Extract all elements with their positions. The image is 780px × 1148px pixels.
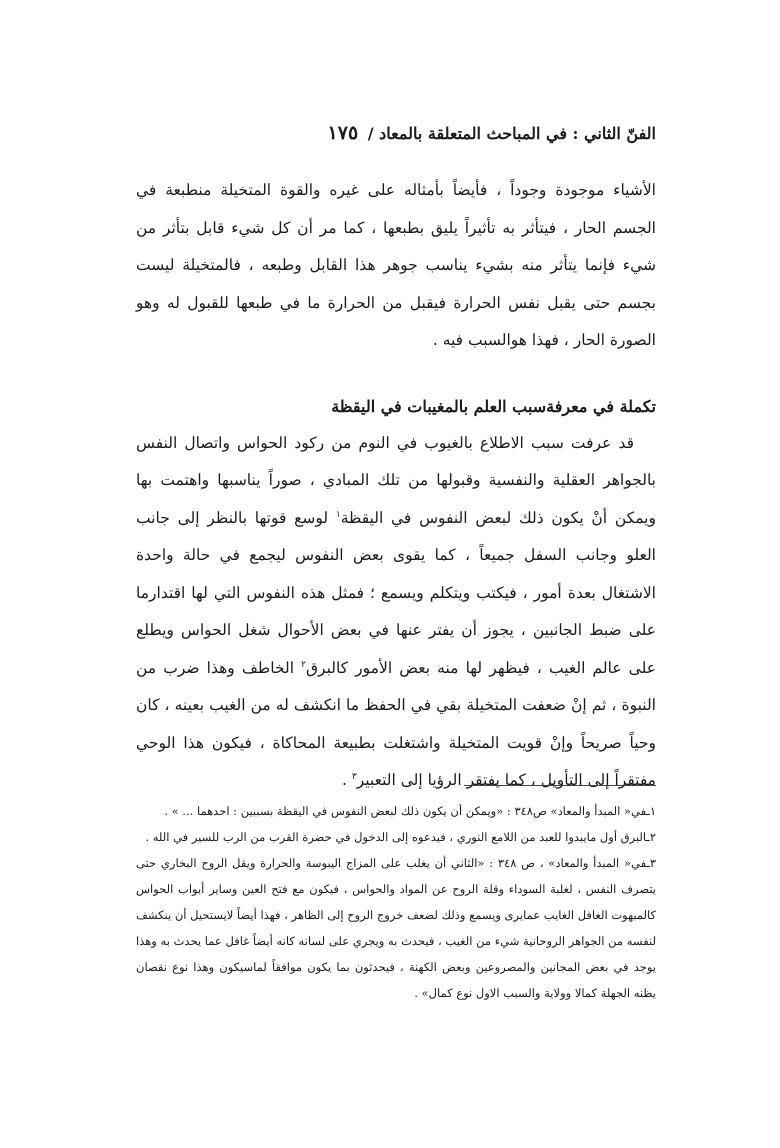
- paragraph-continuation: الأشياء موجودة وجوداً ، فأيضاً بأمثاله على غيره والقوة المتخيلة منطبعة في الجسم الحار ، فيتأثر به تأثيراً يليق بطبعها ، كما مر أن كل شيء قابل بتأثر من شيء فإنما يتأثر منه بشيء يناسب جوهر هذا القابل وطبعه ، فالمتخيلة ليست بجسم حتى يقبل نفس الحرارة فيقبل من الحرارة ما في طبعها للقبول له وهو الصورة الحار ، فهذا هوالسبب فيه .: [136, 181, 656, 349]
- main-text: [136, 172, 656, 800]
- footnote-1: ١ـفي« المبدأ والمعاد» ص٣٤٨ : «ويمكن أن يكون ذلك لبعض النفوس في اليقظة بسببين : احدهما ... » .: [164, 804, 656, 818]
- footnote-ref-2[interactable]: ٢: [301, 659, 306, 670]
- page-number: ١٧٥: [327, 122, 359, 144]
- footnote-ref-1[interactable]: ١: [335, 509, 341, 520]
- paragraph-part-b: لوسع قوتها بالنظر إلى جانب العلو وجانب السفل جميعاً ، كما يقوى بعض النفوس ليجمع في حالة واحدة الاشتغال بعدة أمور ، فيكتب ويتكلم ويسمع ؛ فمثل هذه النفوس التي لها اقتدارما على ضبط الجانبين ، يجوز أن يفتر عنها في بعض الأحوال شغل الحواس ويطلع على عالم الغيب ، فيظهر لها منه بعض الأمور كالبرق: [136, 508, 656, 677]
- footnotes: [136, 798, 656, 1006]
- footnote-divider: [464, 785, 656, 786]
- running-title: الفنّ الثاني : في المباحث المتعلقة بالمعاد /: [367, 124, 656, 143]
- running-header: [328, 122, 656, 144]
- paragraph-end: .: [342, 771, 352, 789]
- section-heading: تكملة في معرفةسبب العلم بالمغيبات في اليقظة: [331, 396, 656, 416]
- footnote-3: ٣ـفي« المبدأ والمعاد» ، ص ٣٤٨ : «الثاني أن يغلب على المزاج اليبوسة والحرارة ويقل الروح البخاري حتى يتصرف النفس ، لغلبة السوداء وقلة الروح عن المواد والحواس ، فيكون مع فتح العين وساير أبواب الحواس كالمبهوت الغافل الغايب عمايرى ويسمع وذلك لضعف خروج الروح إلى الظاهر ، فهذا أيضاً لايستحيل أن ينكشف لنفسه من الجواهر الروحانية شيء من الغيب ، فيحدث به ويجري على لسانه كانه أيضاً غافل عما يحدث به وهذا يوجد في بعض المجانين والمصروعين وبعض الكهنة ، فيحدثون بما يكون موافقاً لماسيكون وهذا نوع نقصان يظنه الجهلة كمالا وولاية والسبب الاول نوع كمال» .: [136, 856, 656, 1000]
- paragraph-main: [136, 425, 656, 800]
- paragraph-part-c: الخاطف وهذا ضرب من النبوة ، ثم إنْ ضعفت المتخيلة بقي في الحفظ ما انكشف له من الغيب بعينه ، كان وحياً صريحاً وإنْ قويت المتخيلة واشتغلت بطبيعة المحاكاة ، فيكون هذا الوحي مفتقراً إلى التأويل ، كما يفتقر الرؤيا إلى التعبير: [136, 658, 656, 789]
- footnote-2: ٢ـالبرق أول مايبدوا للعبد من اللامع النوري ، فيدعوه إلى الدخول في حضرة القرب من الرب للسير في الله .: [145, 830, 656, 844]
- footnote-ref-3[interactable]: ٣: [351, 771, 357, 782]
- paragraph-part-a: قد عرفت سبب الاطلاع بالغيوب في النوم من ركود الحواس واتصال النفس بالجواهر العقلية والنفسية وقبولها من تلك المبادي ، صوراً يناسبها واهتمت بها ويمكن أنْ يكون ذلك لبعض النفوس في اليقظة: [136, 433, 656, 527]
